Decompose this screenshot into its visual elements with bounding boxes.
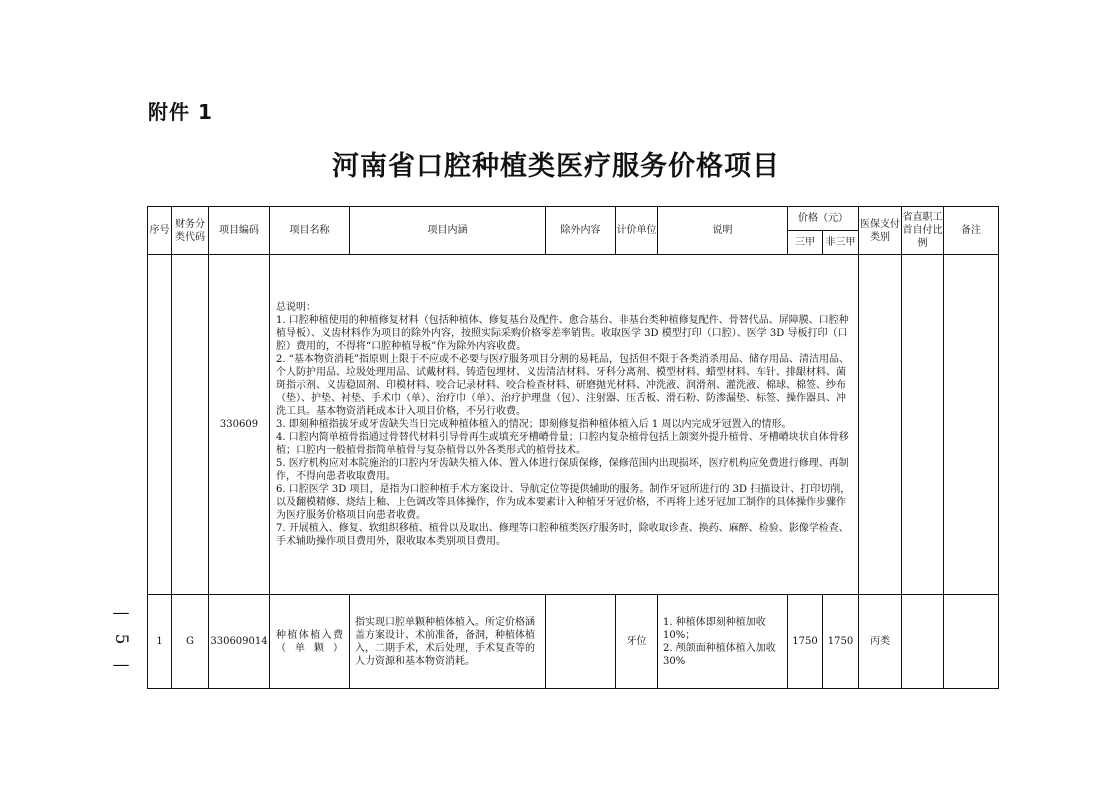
row-price-a3: 1750 [788, 595, 823, 689]
row-unit: 牙位 [616, 595, 658, 689]
row-insurance-category: 丙类 [859, 595, 902, 689]
general-code-cell: 330609 [209, 255, 270, 595]
header-price: 价格（元） [788, 207, 859, 231]
general-ratio-cell [902, 255, 944, 595]
price-table [147, 206, 999, 689]
attachment-label: 附件 1 [148, 100, 213, 124]
general-seq-cell [148, 255, 172, 595]
general-note-5: 5. 医疗机构应对本院施治的口腔内牙齿缺失植入体、置入体进行保质保修，保修范围内出现损坏，医疗机构应免费进行修理、再制作，不得向患者收取费用。 [276, 458, 849, 482]
general-remarks-cell [944, 255, 999, 595]
row-seq: 1 [148, 595, 172, 689]
general-note-2: 2. “基本物资消耗”指原则上限于不应或不必要与医疗服务项目分割的易耗品，包括但不限于各类消杀用品、储存用品、清洁用品、个人防护用品、垃圾处理用品、试戴材料、铸造包埋材、义齿清洁材料、牙科分离剂、模型材料、蜡型材料、车针、排龈材料、菌斑指示剂、义齿稳固剂、印模材料、咬合记录材料、咬合检查材料、研磨抛光材料、冲洗液、润滑剂、灌洗液、棉球、棉签、纱布（垫）、护垫、衬垫、手术巾（单）、治疗巾（单）、治疗护理盘（包）、注射器、压舌板、滑石粉、防渗漏垫、标签、操作器具、冲洗工具。基本物资消耗成本计入项目价格，不另行收费。 [276, 354, 849, 417]
general-note-6: 6. 口腔医学 3D 项目，是指为口腔种植手术方案设计、导航定位等提供辅助的服务。制作牙冠所进行的 3D 扫描设计、打印切削，以及翻模精修、烧结上釉、上色调改等具体操作，作为成本要素计入种植牙牙冠价格，不再将上述牙冠加工制作的具体操作步骤作为医疗服务价格项目向患者收费。 [276, 484, 851, 521]
row-notes: 1. 种植体即刻种植加收 10%； 2. 颅颌面种植体植入加收 30% [658, 595, 788, 689]
page-title: 河南省口腔种植类医疗服务价格项目 [332, 151, 780, 182]
general-finance-cell [172, 255, 209, 595]
page-dash-bottom: — [112, 655, 130, 675]
header-unit: 计价单位 [616, 207, 658, 255]
general-note-1: 1. 口腔种植使用的种植修复材料（包括种植体、修复基台及配件、愈合基台、非基台类种植修复配件、骨替代品、屏障膜、口腔种植导板）、义齿材料作为项目的除外内容，按照实际采购价格零差率销售。收取医学 3D 模型打印（口腔）、医学 3D 导板打印（口腔）费用的，不得将“口腔种植导板”作为除外内容收费。 [276, 315, 849, 352]
row-item-name: 种植体植入费（单颗） [270, 595, 350, 689]
general-note-3: 3. 即刻种植指拔牙或牙齿缺失当日完成种植体植入的情况；即刻修复指种植体植入后 1 周以内完成牙冠置入的情形。 [276, 419, 792, 430]
page-dash-top: — [112, 603, 130, 623]
row-item-content: 指实现口腔单颗种植体植入。所定价格涵盖方案设计、术前准备，备洞，种植体植入，二期手术，术后处理，手术复查等的人力资源和基本物资消耗。 [350, 595, 546, 689]
header-seq: 序号 [148, 207, 172, 255]
header-item-name: 项目名称 [270, 207, 350, 255]
header-item-code: 项目编码 [209, 207, 270, 255]
row-remarks [944, 595, 999, 689]
header-finance-code: 财务分类代码 [172, 207, 209, 255]
header-item-content: 项目内涵 [350, 207, 546, 255]
general-notes-cell [270, 255, 859, 595]
row-self-pay-ratio [902, 595, 944, 689]
page-number: 5 [111, 633, 131, 645]
header-excluded: 除外内容 [546, 207, 616, 255]
table-row [148, 595, 999, 689]
header-price-non-a3: 非三甲 [823, 231, 859, 255]
row-item-code: 330609014 [209, 595, 270, 689]
general-note-7: 7. 开展植入、修复、软组织移植、植骨以及取出、修理等口腔种植类医疗服务时，除收取诊查、换药、麻醉、检验、影像学检查、手术辅助操作项目费用外，限收取本类别项目费用。 [276, 523, 849, 547]
row-excluded [546, 595, 616, 689]
header-price-a3: 三甲 [788, 231, 823, 255]
header-notes: 说明 [658, 207, 788, 255]
header-remarks: 备注 [944, 207, 999, 255]
general-notes-heading: 总说明： [276, 302, 316, 313]
header-row-1 [148, 207, 999, 231]
page-number-marker [106, 600, 136, 678]
row-finance-code: G [172, 595, 209, 689]
header-self-pay-ratio: 省直职工首自付比例 [902, 207, 944, 255]
row-price-non-a3: 1750 [823, 595, 859, 689]
header-insurance-category: 医保支付类别 [859, 207, 902, 255]
general-notes-row [148, 255, 999, 595]
general-insurance-cell [859, 255, 902, 595]
general-note-4: 4. 口腔内简单植骨指通过骨替代材料引导骨再生或填充牙槽嵴骨量；口腔内复杂植骨包括上颌窦外提升植骨、牙槽嵴块状自体骨移植；口腔内一般植骨指简单植骨与复杂植骨以外各类形式的植骨技术。 [276, 432, 849, 456]
